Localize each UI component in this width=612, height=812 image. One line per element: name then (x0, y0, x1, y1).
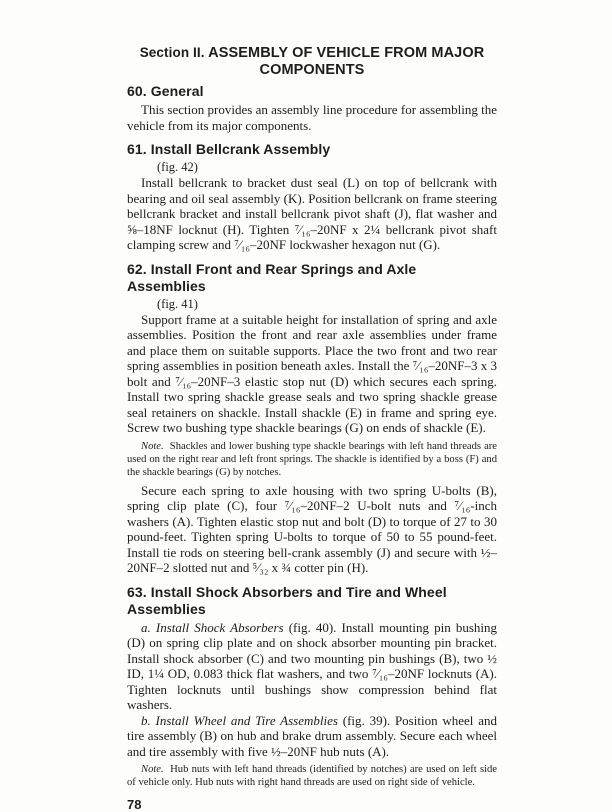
heading-61: 61. Install Bellcrank Assembly (127, 141, 331, 157)
fig-ref-62: (fig. 41) (157, 296, 198, 311)
section-title-line2: COMPONENTS (259, 62, 365, 78)
paragraph-62-2: Secure each spring to axle housing with two spring U-bolts (B), spring clip plate (C), four ⁷⁄₁₆–20NF–2 U-bolt nuts and ⁷⁄₁₆-inch washers (A). Tighten elastic stop nut and bolt (D) to torque of 27 to 30 pound-feet. Tighten spring U-bolts to torque of 50 to 55 pound-feet. Install tie rods on steering bell-crank assembly (J) and secure with ½–20NF–2 slotted nut and ⁵⁄₃₂ x ¾ cotter pin (H). (127, 482, 497, 575)
paragraph-63b (127, 713, 497, 760)
subsection-a-label: a. Install Shock Absorbers (141, 619, 284, 635)
section-title-line1: ASSEMBLY OF VEHICLE FROM MAJOR (208, 45, 485, 61)
heading-63: 63. Install Shock Absorbers and Tire and Wheel Assemblies (127, 583, 447, 617)
document-page (127, 44, 497, 812)
heading-62: 62. Install Front and Rear Springs and Axle Assemblies (127, 260, 417, 294)
subsection-b-text: (fig. 39). Position wheel and tire assembly (B) on hub and brake drum assembly. Secure each wheel and tire assembly with five ½–20NF hub nuts (A). (127, 712, 497, 759)
paragraph-60: This section provides an assembly line procedure for assembling the vehicle from its major components. (127, 102, 497, 133)
subsection-a-text: (fig. 40). Install mounting pin bushing (D) on spring clip plate and on shock absorber mounting pin bracket. Install shock absorber (C) and two mounting pin bushings (B), two ½ ID, 1¼ OD, 0.083 thick flat washers, and two ⁷⁄₁₆–20NF locknuts (A). Tighten locknuts until bushings show compression behind flat washers. (127, 619, 497, 712)
note-label: Note. (141, 440, 164, 452)
note-63 (127, 763, 497, 789)
note-text: Shackles and lower bushing type shackle bearings with left hand threads are used on the right rear and left front springs. The shackle is identified by a boss (F) and the shackle bearings (G) by notches. (127, 440, 498, 478)
paragraph-63a (127, 620, 497, 713)
note-label: Note. (141, 764, 164, 775)
paragraph-61: Install bellcrank to bracket dust seal (L) on top of bellcrank with bearing and oil seal assembly (K). Position bellcrank on frame steering bellcrank bracket and install bellcrank pivot shaft (J), flat washer and ⅝–18NF locknut (H). Tighten ⁷⁄₁₆–20NF x 2¼ bellcrank pivot shaft clamping screw and ⁷⁄₁₆–20NF lockwasher hexagon nut (G). (127, 175, 497, 252)
section-title (127, 44, 497, 79)
paragraph-62-1: Support frame at a suitable height for installation of spring and axle assemblies. Position the front and rear axle assemblies under frame and place them on suitable supports. Place the two front and two rear spring assemblies in position beneath axles. Install the ⁷⁄₁₆–20NF–3 x 3 bolt and ⁷⁄₁₆–20NF–3 elastic stop nut (D) which secures each spring. Install two spring shackle grease seals and two spring shackle grease seal retainers on shackle. Install shackle (E) in frame and spring eye. Screw two bushing type shackle bearings (G) on ends of shackle (E). (127, 311, 497, 435)
note-62 (127, 440, 497, 479)
fig-ref-61: (fig. 42) (157, 160, 198, 174)
heading-60: 60. General (127, 83, 204, 99)
page-number: 78 (127, 797, 142, 812)
subsection-b-label: b. Install Wheel and Tire Assemblies (141, 712, 338, 728)
note-text: Hub nuts with left hand threads (identified by notches) are used on left side of vehicle only. Hub nuts with right hand threads are used on right side of vehicle. (127, 764, 498, 788)
section-lead: Section II. (139, 45, 205, 60)
